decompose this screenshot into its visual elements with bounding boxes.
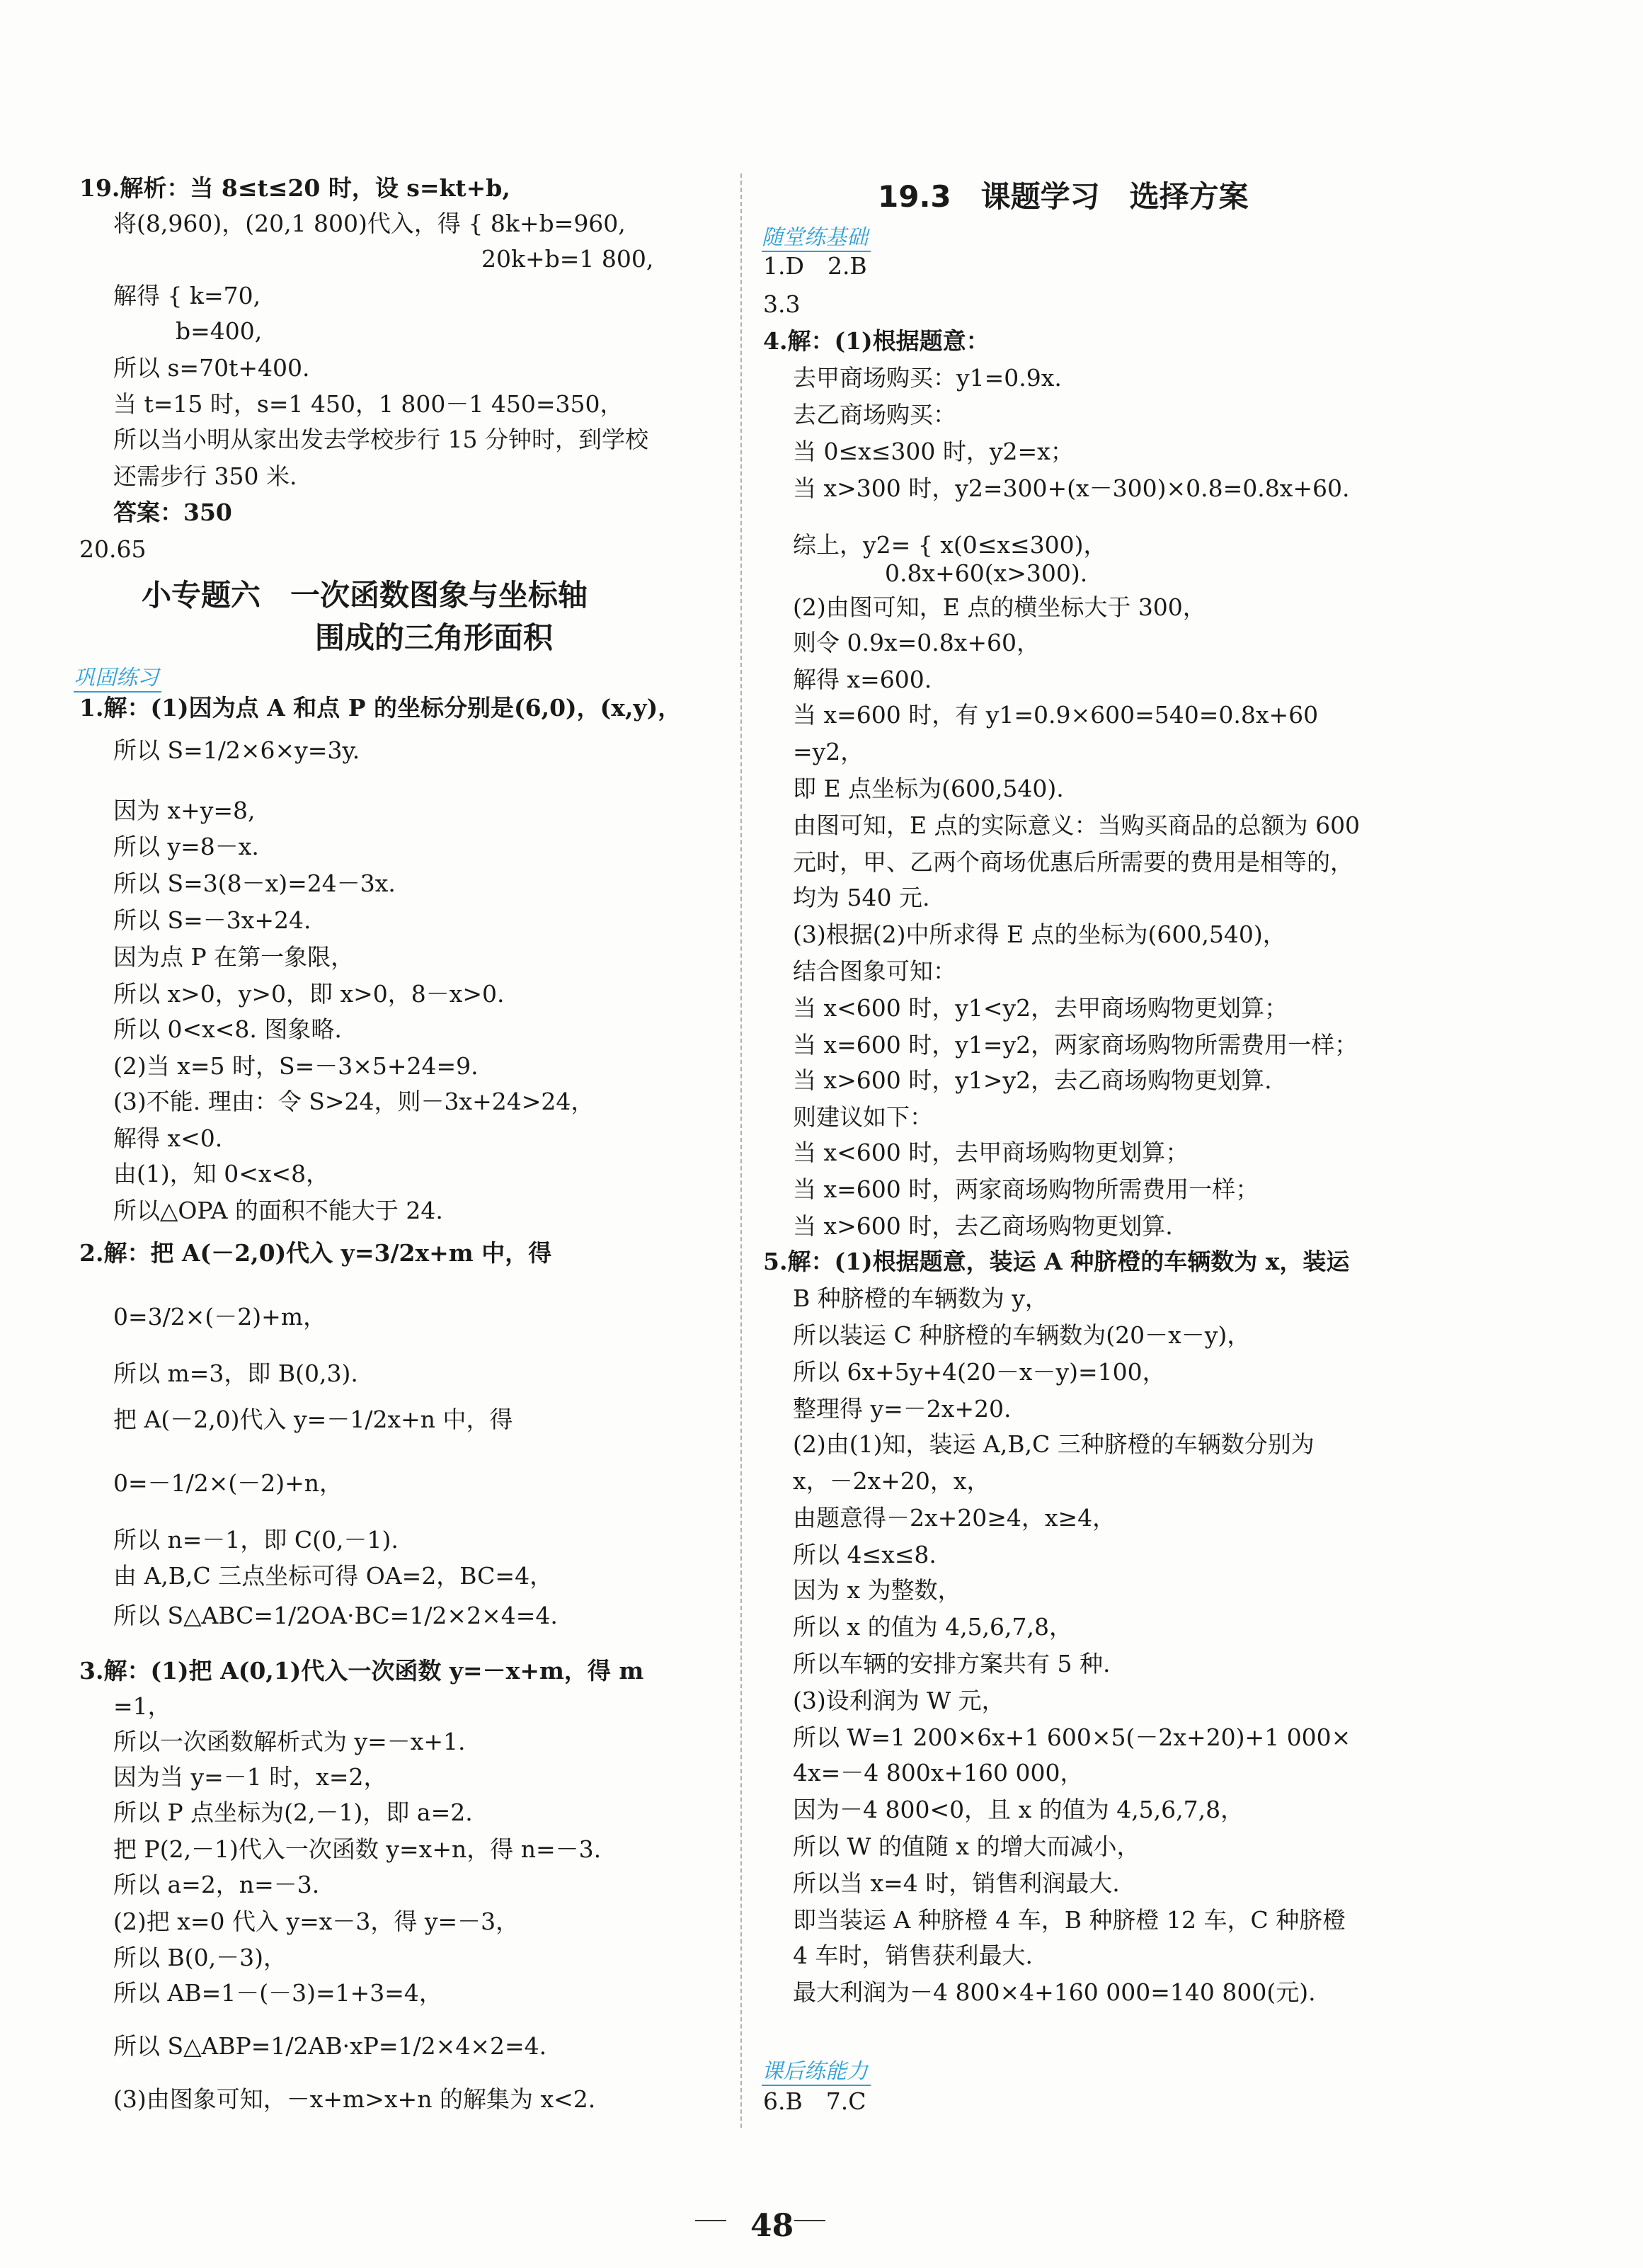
right-body-line: (3)根据(2)中所求得 E 点的坐标为(600,540)，	[793, 921, 1286, 948]
left-body-line: 所以 0<x<8. 图象略.	[113, 1015, 342, 1043]
right-body-line: 所以装运 C 种脐橙的车辆数为(20－x－y)，	[793, 1321, 1251, 1349]
right-body-line: 则建议如下：	[793, 1103, 933, 1131]
left-body-line: 所以 S=1/2×6×y=3y.	[113, 736, 360, 764]
left-body-line: 3.解：(1)把 A(0,1)代入一次函数 y=－x+m，得 m	[79, 1657, 644, 1685]
right-body-line: 4 车时，销售获利最大.	[793, 1942, 1033, 1969]
right-body-line: x，－2x+20，x，	[793, 1467, 990, 1495]
left-body-line: 所以 P 点坐标为(2,－1)，即 a=2.	[113, 1799, 473, 1826]
right-body-line: 去甲商场购买：y1=0.9x.	[793, 364, 1062, 392]
q20-answer: 20.65	[79, 535, 147, 563]
right-body-line: 综上，y2= { x(0≤x≤300)，	[793, 531, 1107, 559]
left-body-line: 所以 AB=1－(－3)=1+3=4，	[113, 1979, 442, 2007]
left-body-line: 所以 B(0,－3)，	[113, 1944, 287, 1971]
left-body-line: 所以△OPA 的面积不能大于 24.	[113, 1197, 443, 1224]
section-label-kehou: 课后练能力	[762, 2053, 871, 2086]
left-body-line: 所以 y=8－x.	[113, 833, 259, 860]
left-body-line: 所以 S=－3x+24.	[113, 906, 311, 934]
left-body-line: (2)当 x=5 时，S=－3×5+24=9.	[113, 1052, 479, 1080]
right-body-line: 所以 x 的值为 4,5,6,7,8，	[793, 1613, 1073, 1641]
right-body-line: 当 0≤x≤300 时，y2=x；	[793, 438, 1074, 465]
right-body-line: 由图可知，E 点的实际意义：当购买商品的总额为 600	[793, 811, 1361, 839]
right-body-line: 即 E 点坐标为(600,540).	[793, 775, 1064, 802]
right-body-line: (2)由(1)知，装运 A,B,C 三种脐橙的车辆数分别为	[793, 1430, 1315, 1458]
right-body-line: 所以 4≤x≤8.	[793, 1541, 937, 1568]
left-body-line: 2.解：把 A(－2,0)代入 y=3/2x+m 中，得	[79, 1239, 552, 1267]
q19-line: 当 t=15 时，s=1 450，1 800－1 450=350，	[113, 390, 624, 418]
right-body-line: 由题意得－2x+20≥4，x≥4，	[793, 1504, 1116, 1532]
column-divider	[740, 173, 742, 2128]
left-body-line: 所以 S=3(8－x)=24－3x.	[113, 870, 396, 897]
left-body-line: 所以 S△ABC=1/2OA·BC=1/2×2×4=4.	[113, 1602, 558, 1629]
q19-line: 所以当小明从家出发去学校步行 15 分钟时，到学校	[113, 426, 648, 453]
right-body-line: 所以 6x+5y+4(20－x－y)=100，	[793, 1358, 1166, 1386]
left-body-line: 把 A(－2,0)代入 y=－1/2x+n 中，得	[113, 1406, 513, 1433]
left-body-line: 由(1)，知 0<x<8，	[113, 1160, 330, 1187]
right-body-line: 0.8x+60(x>300).	[885, 559, 1088, 587]
left-body-line: =1，	[113, 1692, 171, 1720]
right-body-line: 当 x=600 时，有 y1=0.9×600=540=0.8x+60	[793, 701, 1319, 729]
right-body-line: 即当装运 A 种脐橙 4 车，B 种脐橙 12 车，C 种脐橙	[793, 1906, 1346, 1934]
left-body-line: 所以一次函数解析式为 y=－x+1.	[113, 1728, 466, 1755]
q19-line: 答案：350	[113, 498, 232, 526]
q19-line: 所以 s=70t+400.	[113, 354, 310, 382]
right-body-line: 则令 0.9x=0.8x+60，	[793, 629, 1040, 656]
right-body-line: 所以车辆的安排方案共有 5 种.	[793, 1650, 1111, 1677]
q19-line: 20k+b=1 800,	[481, 245, 654, 273]
right-body-line: 元时，甲、乙两个商场优惠后所需要的费用是相等的，	[793, 848, 1353, 876]
section-label-gonggu: 巩固练习	[74, 660, 161, 693]
right-body-line: 1.D 2.B	[763, 252, 867, 280]
left-body-line: (3)由图象可知，－x+m>x+n 的解集为 x<2.	[113, 2085, 596, 2113]
right-body-line: 5.解：(1)根据题意，装运 A 种脐橙的车辆数为 x，装运	[763, 1248, 1350, 1275]
right-body-line: 当 x>300 时，y2=300+(x－300)×0.8=0.8x+60.	[793, 474, 1350, 502]
page-number-dash-right	[794, 2220, 825, 2221]
left-body-line: 解得 x<0.	[113, 1124, 223, 1152]
right-body-line: 3.3	[763, 290, 801, 318]
left-body-line: 所以 m=3，即 B(0,3).	[113, 1360, 358, 1387]
page-number: 48	[750, 2208, 794, 2244]
right-body-line: 解得 x=600.	[793, 666, 932, 693]
right-body-line: 当 x=600 时，两家商场购物所需费用一样；	[793, 1175, 1259, 1203]
left-body-line: 0=－1/2×(－2)+n，	[113, 1469, 343, 1497]
section-label-suitang: 随堂练基础	[762, 220, 871, 252]
right-body-line: 整理得 y=－2x+20.	[793, 1395, 1012, 1423]
left-body-line: 0=3/2×(－2)+m，	[113, 1303, 327, 1330]
right-body-line: 当 x=600 时，y1=y2，两家商场购物所需费用一样；	[793, 1031, 1358, 1059]
right-body-line: 因为 x 为整数，	[793, 1576, 961, 1604]
q19-line: 解得 { k=70,	[113, 282, 261, 309]
left-body-line: 把 P(2,－1)代入一次函数 y=x+n，得 n=－3.	[113, 1835, 602, 1863]
right-body-line: 4.解：(1)根据题意：	[763, 327, 990, 355]
right-body-line: 当 x<600 时，y1<y2，去甲商场购物更划算；	[793, 994, 1288, 1022]
left-body-line: 所以 a=2，n=－3.	[113, 1871, 320, 1898]
right-body-line: 均为 540 元.	[793, 884, 930, 911]
q19-line: 将(8,960)，(20,1 800)代入，得 { 8k+b=960,	[113, 210, 626, 237]
left-body-line: 所以 S△ABP=1/2AB·xP=1/2×4×2=4.	[113, 2032, 547, 2060]
right-body-line: 所以当 x=4 时，销售利润最大.	[793, 1869, 1120, 1897]
right-body-line: =y2，	[793, 738, 864, 765]
right-body-line: 当 x<600 时，去甲商场购物更划算；	[793, 1139, 1189, 1166]
right-body-line: 当 x>600 时，y1>y2，去乙商场购物更划算.	[793, 1066, 1272, 1094]
right-body-line: 结合图象可知：	[793, 957, 956, 985]
section-title-19-3: 19.3 课题学习 选择方案	[878, 179, 1249, 214]
right-last-line: 6.B 7.C	[763, 2087, 866, 2115]
left-body-line: 所以 x>0，y>0，即 x>0，8－x>0.	[113, 980, 505, 1008]
right-body-line: 最大利润为－4 800×4+160 000=140 800(元).	[793, 1978, 1316, 2006]
left-body-line: 因为当 y=－1 时，x=2，	[113, 1763, 387, 1791]
q19-line: 19.解析：当 8≤t≤20 时，设 s=kt+b,	[79, 174, 510, 202]
left-body-line: 因为 x+y=8,	[113, 797, 256, 824]
left-body-line: 由 A,B,C 三点坐标可得 OA=2，BC=4，	[113, 1562, 554, 1590]
right-body-line: 去乙商场购买：	[793, 401, 956, 428]
left-body-line: (2)把 x=0 代入 y=x－3，得 y=－3，	[113, 1908, 520, 1935]
right-body-line: B 种脐橙的车辆数为 y，	[793, 1284, 1048, 1312]
topic-title-line1: 小专题六 一次函数图象与坐标轴	[142, 578, 588, 612]
right-body-line: (2)由图可知，E 点的横坐标大于 300，	[793, 593, 1206, 621]
left-body-line: 所以 n=－1，即 C(0,－1).	[113, 1526, 399, 1554]
left-body-line: 1.解：(1)因为点 A 和点 P 的坐标分别是(6,0)，(x,y)，	[79, 694, 682, 722]
right-body-line: 所以 W=1 200×6x+1 600×5(－2x+20)+1 000×	[793, 1723, 1351, 1751]
q19-line: b=400,	[176, 317, 263, 345]
right-body-line: 因为－4 800<0，且 x 的值为 4,5,6,7,8，	[793, 1796, 1244, 1823]
left-body-line: (3)不能. 理由：令 S>24，则－3x+24>24，	[113, 1088, 595, 1115]
topic-title-line2: 围成的三角形面积	[315, 620, 554, 655]
right-body-line: (3)设利润为 W 元，	[793, 1687, 1005, 1714]
left-body-line: 因为点 P 在第一象限，	[113, 943, 355, 971]
q19-line: 还需步行 350 米.	[113, 462, 297, 490]
right-body-line: 当 x>600 时，去乙商场购物更划算.	[793, 1212, 1173, 1240]
right-body-line: 所以 W 的值随 x 的增大而减小，	[793, 1833, 1140, 1860]
page-number-dash-left	[695, 2220, 726, 2221]
right-body-line: 4x=－4 800x+160 000，	[793, 1759, 1084, 1787]
